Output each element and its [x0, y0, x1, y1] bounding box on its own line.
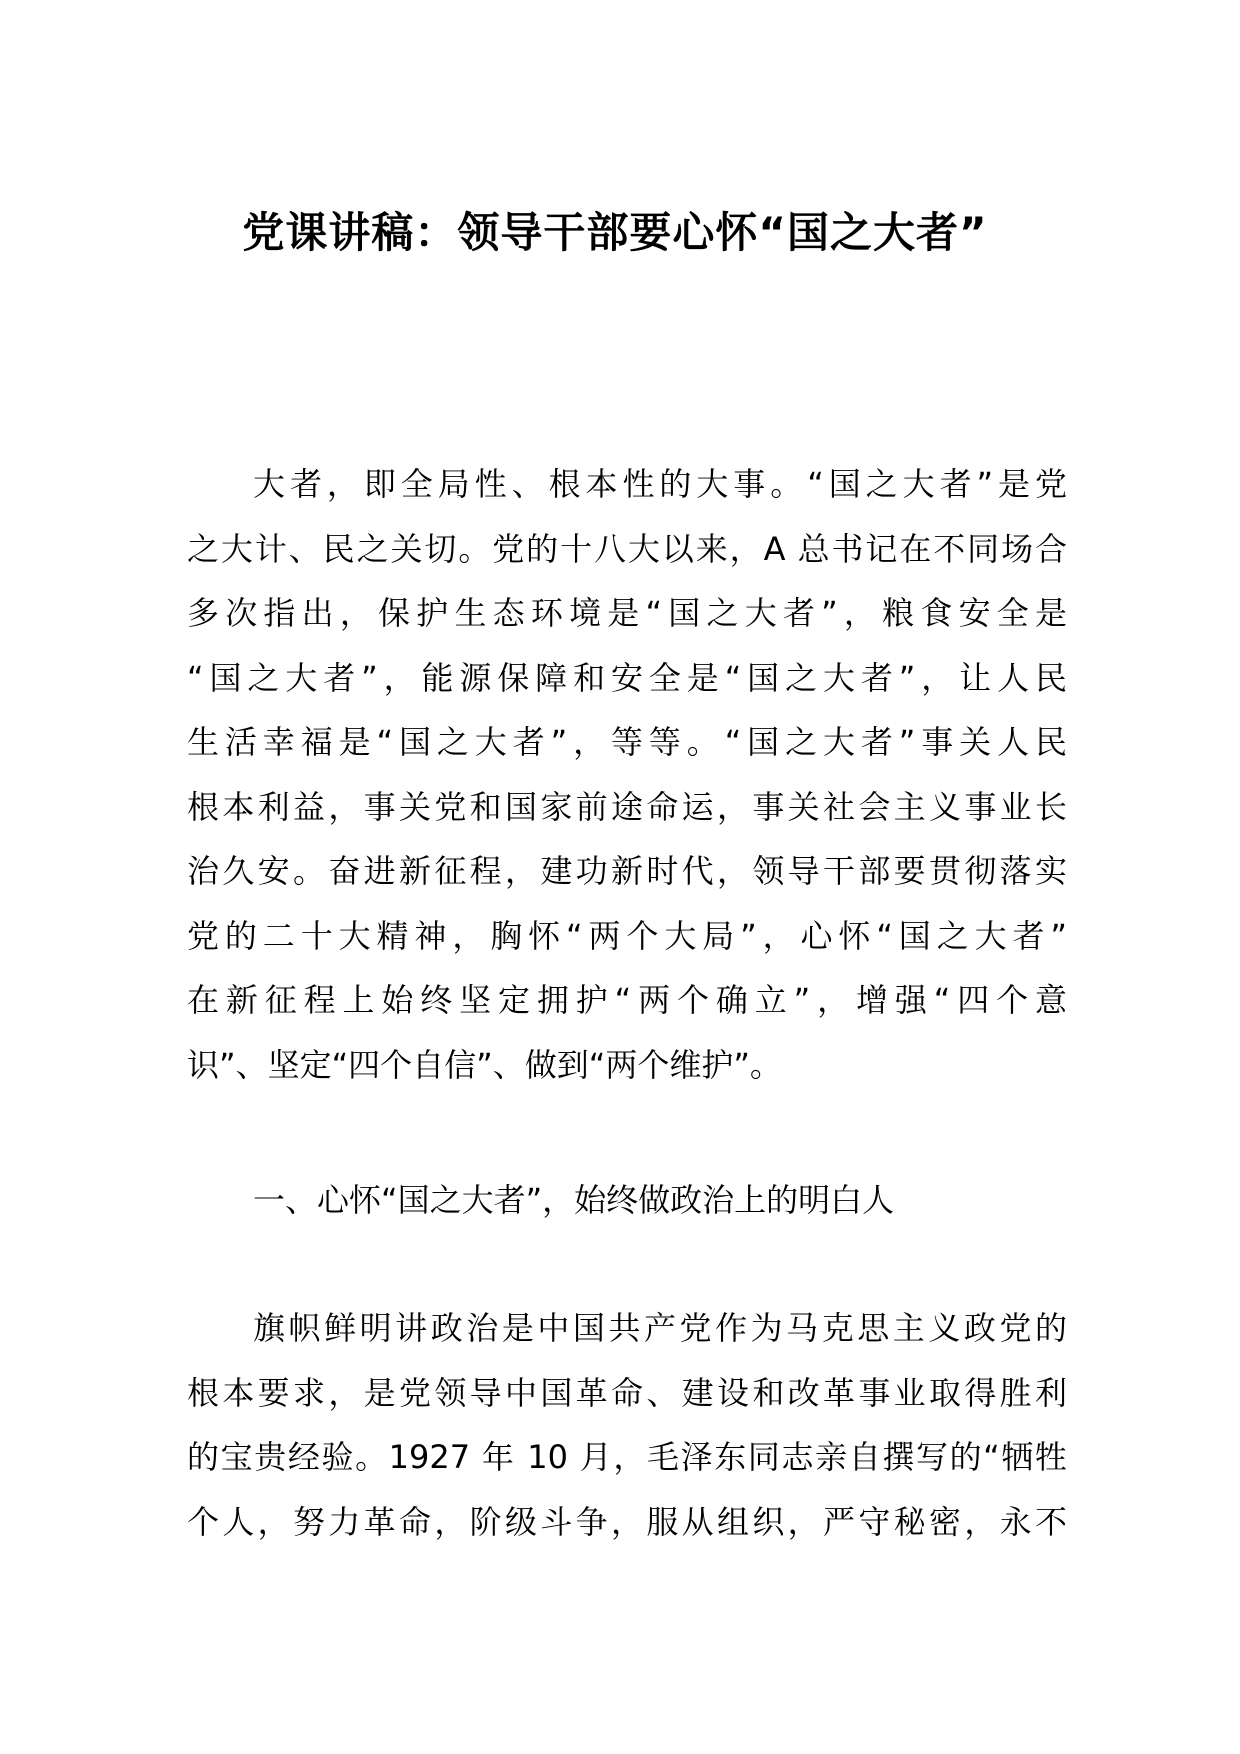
section-heading-text: 一、心怀“国之大者”，始终做政治上的明白人	[253, 1181, 895, 1219]
document-title: 党课讲稿：领导干部要心怀“国之大者”	[242, 208, 988, 257]
paragraph-line: 之大计、民之关切。党的十八大以来，A 总书记在不同场合	[187, 529, 1067, 568]
paragraph-line: 在新征程上始终坚定拥护“两个确立”，增强“四个意	[187, 981, 1067, 1019]
paragraph-line: 的宝贵经验。1927 年 10 月，毛泽东同志亲自撰写的“牺牲	[187, 1438, 1067, 1476]
paragraph-line: 多次指出，保护生态环境是“国之大者”，粮食安全是	[187, 594, 1067, 632]
paragraph-line: 治久安。奋进新征程，建功新时代，领导干部要贯彻落实	[187, 852, 1067, 890]
paragraph-line: 识”、坚定“四个自信”、做到“两个维护”。	[187, 1045, 782, 1084]
paragraph-1	[187, 452, 1067, 1097]
section-heading-1	[187, 1168, 1067, 1233]
paragraph-line: 生活幸福是“国之大者”，等等。“国之大者”事关人民	[187, 723, 1067, 761]
paragraph-line: 个人，努力革命，阶级斗争，服从组织，严守秘密，永不	[187, 1502, 1067, 1541]
paragraph-line: 大者，即全局性、根本性的大事。“国之大者”是党	[253, 465, 1067, 503]
paragraph-line: 党的二十大精神，胸怀“两个大局”，心怀“国之大者”	[187, 916, 1067, 955]
paragraph-line: 旗帜鲜明讲政治是中国共产党作为马克思主义政党的	[253, 1309, 1067, 1347]
paragraph-line: “国之大者”，能源保障和安全是“国之大者”，让人民	[187, 658, 1067, 697]
paragraph-2	[187, 1296, 1067, 1554]
paragraph-line: 根本利益，事关党和国家前途命运，事关社会主义事业长	[187, 787, 1067, 826]
paragraph-line: 根本要求，是党领导中国革命、建设和改革事业取得胜利	[187, 1373, 1067, 1412]
